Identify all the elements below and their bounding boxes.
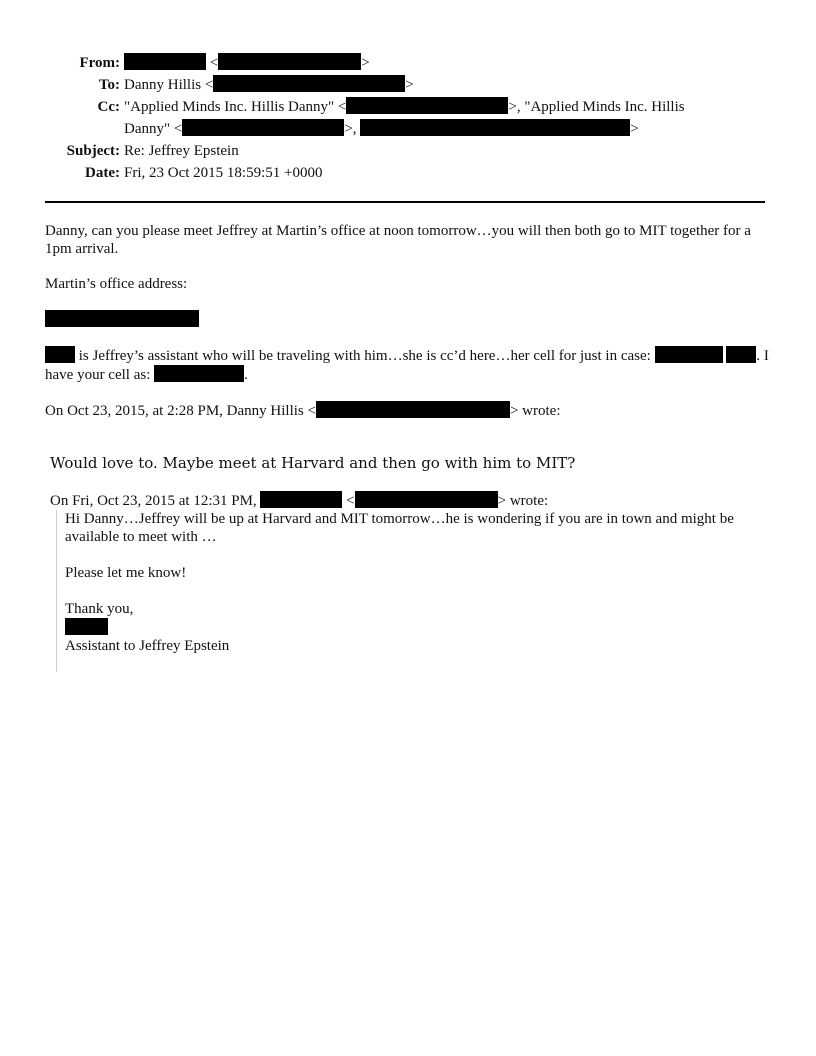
body-paragraph-4a: is Jeffrey’s assistant who will be traveling with him…she is cc’d here…her cell for just in case: bbox=[75, 348, 655, 364]
header-divider bbox=[45, 201, 765, 203]
date-label: Date: bbox=[85, 165, 120, 181]
cc-part-1: "Applied Minds Inc. Hillis Danny" < bbox=[124, 99, 347, 115]
date-row bbox=[0, 162, 816, 184]
body-paragraph-1: Danny, can you please meet Jeffrey at Martin’s office at noon tomorrow…you will then both go to MIT together for a 1pm arrival. bbox=[45, 223, 751, 257]
redacted-to-email bbox=[213, 75, 405, 92]
redacted-assistant-cell-cont bbox=[726, 346, 756, 363]
redacted-assistant-name bbox=[45, 346, 75, 363]
original-message-intro: On Fri, Oct 23, 2015 at 12:31 PM, < > wrote: bbox=[50, 493, 549, 509]
redacted-danny-email bbox=[316, 401, 510, 418]
redacted-original-sender-name bbox=[260, 491, 342, 508]
redacted-signature-name bbox=[65, 618, 108, 635]
redacted-sender-name bbox=[124, 53, 206, 70]
redacted-cc-email-1 bbox=[346, 97, 508, 114]
redacted-danny-cell bbox=[154, 365, 244, 382]
subject-label: Subject: bbox=[66, 143, 120, 159]
subject-value: Re: Jeffrey Epstein bbox=[124, 143, 239, 159]
body-paragraph-2: Martin’s office address: bbox=[45, 276, 188, 292]
quoted-header-1: On Oct 23, 2015, at 2:28 PM, Danny Hillis < bbox=[45, 403, 316, 419]
message-body: Danny, can you please meet Jeffrey at Martin’s office at noon tomorrow…you will then both go to MIT together for a 1pm arrival. Martin’s office address: is Jeffrey’s assistant who will be traveling with him…she is cc’d here…her cell for just in case: . I have your cell as: . On Oct 23, 2015, at 2:28 PM, Danny Hillis < > wrote: bbox=[45, 223, 769, 419]
body-paragraph-4b: . I have your cell as: bbox=[45, 348, 769, 383]
redacted-sender-email bbox=[218, 53, 361, 70]
quoted-line-2: Please let me know! bbox=[65, 565, 187, 581]
from-label: From: bbox=[79, 55, 120, 71]
redacted-original-sender-email bbox=[355, 491, 498, 508]
from-row: From: < > bbox=[0, 52, 816, 74]
reply-text: Would love to. Maybe meet at Harvard and then go with him to MIT? bbox=[50, 454, 576, 472]
cc-row: Cc: "Applied Minds Inc. Hillis Danny" < >, "Applied Minds Inc. Hillis Danny" < >, > bbox=[0, 96, 816, 140]
to-name: Danny Hillis < bbox=[124, 77, 214, 93]
quoted-signature: Assistant to Jeffrey Epstein bbox=[65, 638, 230, 654]
redacted-office-address bbox=[45, 310, 199, 327]
cc-label: Cc: bbox=[97, 99, 120, 115]
redacted-cc-email-2 bbox=[182, 119, 344, 136]
cc-part-2: >, "Applied Minds Inc. Hillis Danny" < bbox=[124, 99, 685, 137]
quoted-original-message bbox=[56, 510, 775, 672]
email-header bbox=[0, 52, 816, 184]
to-label: To: bbox=[98, 77, 120, 93]
to-row: To: Danny Hillis < > bbox=[0, 74, 816, 96]
date-value: Fri, 23 Oct 2015 18:59:51 +0000 bbox=[124, 165, 323, 181]
redacted-assistant-cell bbox=[655, 346, 723, 363]
quoted-header-1-end: > wrote: bbox=[509, 403, 561, 419]
redacted-cc-email-3 bbox=[360, 119, 630, 136]
subject-row bbox=[0, 140, 816, 162]
quoted-line-1: Hi Danny…Jeffrey will be up at Harvard and MIT tomorrow…he is wondering if you are in town and might be available to meet with … bbox=[65, 511, 734, 545]
quoted-closing: Thank you, bbox=[65, 601, 134, 617]
